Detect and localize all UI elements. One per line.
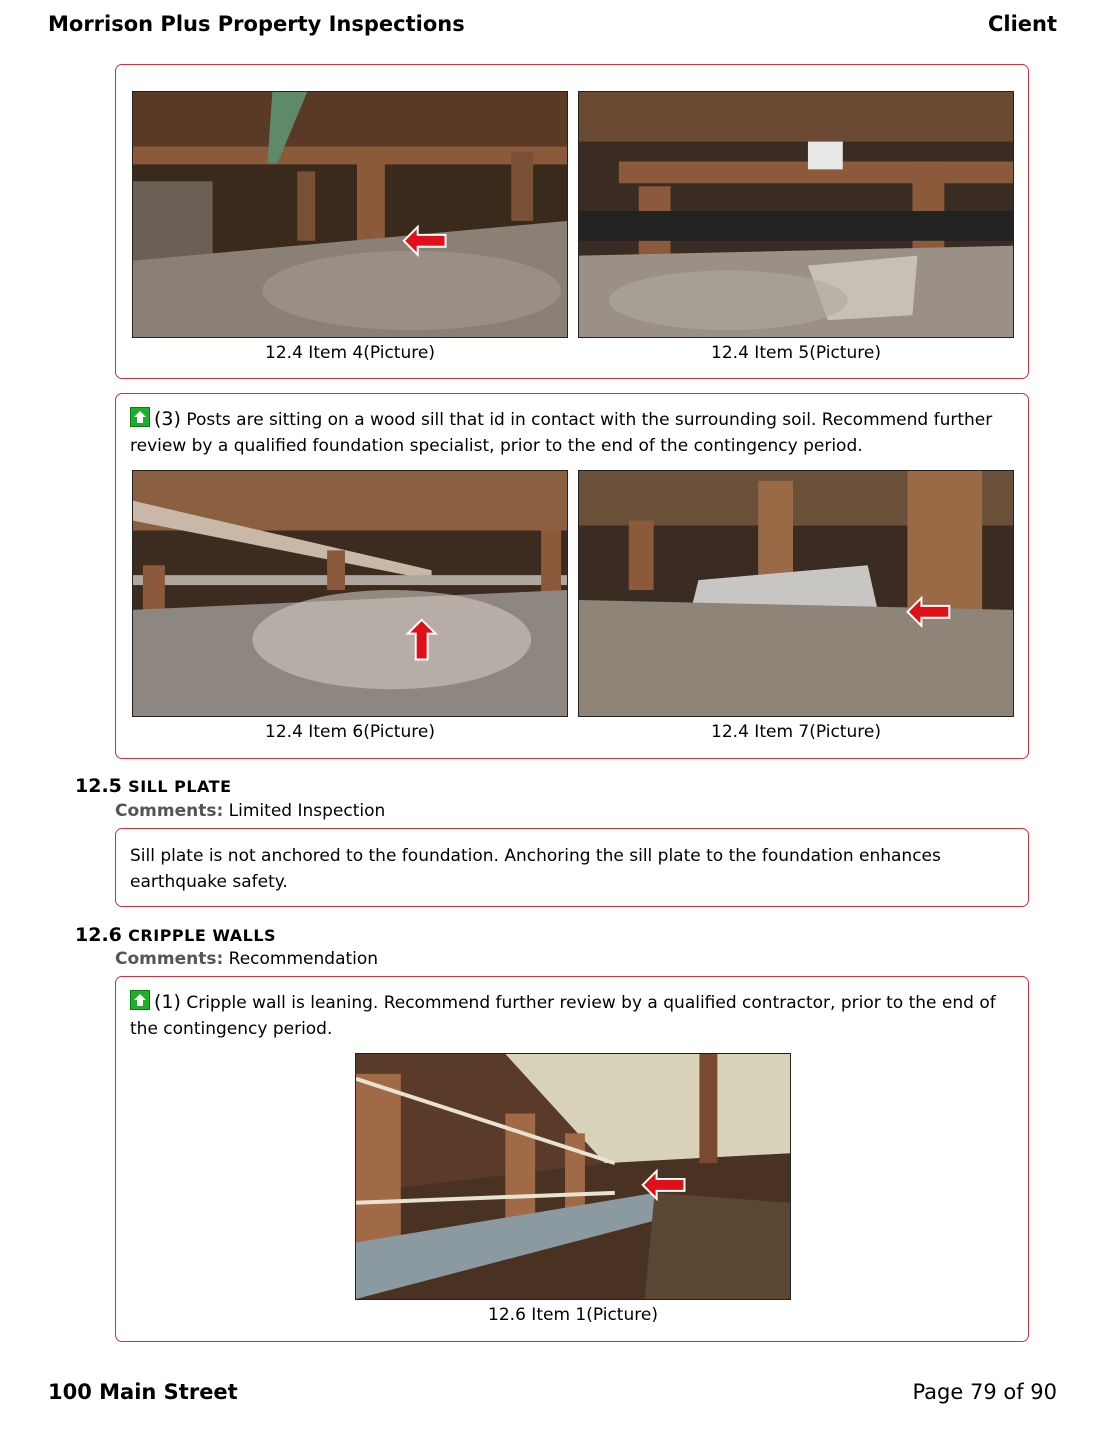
section-heading-12-5 — [75, 775, 232, 797]
comment-paragraph — [130, 989, 1014, 1042]
comment-box-item-3 — [115, 393, 1029, 759]
report-client-label: Client — [987, 12, 1057, 36]
report-company-name: Morrison Plus Property Inspections — [48, 12, 465, 36]
footer-address: 100 Main Street — [48, 1380, 238, 1404]
photo-item-6[interactable] — [132, 470, 568, 717]
comment-box-sill-plate — [115, 828, 1029, 907]
comments-label: Comments: — [115, 949, 224, 969]
photo-item-4[interactable] — [132, 91, 568, 338]
caption-item-5: 12.4 Item 5(Picture) — [711, 343, 881, 363]
comment-box-cripple-wall — [115, 976, 1029, 1342]
section-number: 12.6 — [75, 924, 122, 946]
section-title: SILL PLATE — [128, 777, 232, 796]
home-icon — [130, 407, 150, 427]
comment-text: Cripple wall is leaning. Recommend further review by a qualified contractor, prior to the end of the contingency period. — [130, 993, 996, 1039]
caption-item-6: 12.4 Item 6(Picture) — [265, 722, 435, 742]
home-icon — [130, 990, 150, 1010]
photo-item-5[interactable] — [578, 91, 1014, 338]
photo-12-6-item-1[interactable] — [355, 1053, 791, 1300]
sill-plate-text: Sill plate is not anchored to the foundation. Anchoring the sill plate to the foundation enhances earthquake safety. — [130, 846, 941, 892]
comment-number: (3) — [154, 408, 181, 430]
caption-item-4: 12.4 Item 4(Picture) — [265, 343, 435, 363]
comments-value: Recommendation — [228, 949, 379, 969]
photo-box-items-4-5 — [115, 64, 1029, 379]
caption-12-6-item-1: 12.6 Item 1(Picture) — [488, 1305, 658, 1325]
comments-label: Comments: — [115, 801, 224, 821]
caption-item-7: 12.4 Item 7(Picture) — [711, 722, 881, 742]
comment-paragraph — [130, 406, 1014, 459]
section-comments-12-5 — [115, 801, 385, 821]
photo-item-7[interactable] — [578, 470, 1014, 717]
section-number: 12.5 — [75, 775, 122, 797]
comments-value: Limited Inspection — [228, 801, 386, 821]
footer-page-number: Page 79 of 90 — [912, 1380, 1057, 1404]
section-comments-12-6 — [115, 949, 378, 969]
comment-number: (1) — [154, 991, 181, 1013]
section-title: CRIPPLE WALLS — [128, 926, 277, 945]
section-heading-12-6 — [75, 924, 276, 946]
comment-text: Posts are sitting on a wood sill that id in contact with the surrounding soil. Recommend further review by a qualified foundation specialist, prior to the end of the contingency period. — [130, 410, 993, 456]
